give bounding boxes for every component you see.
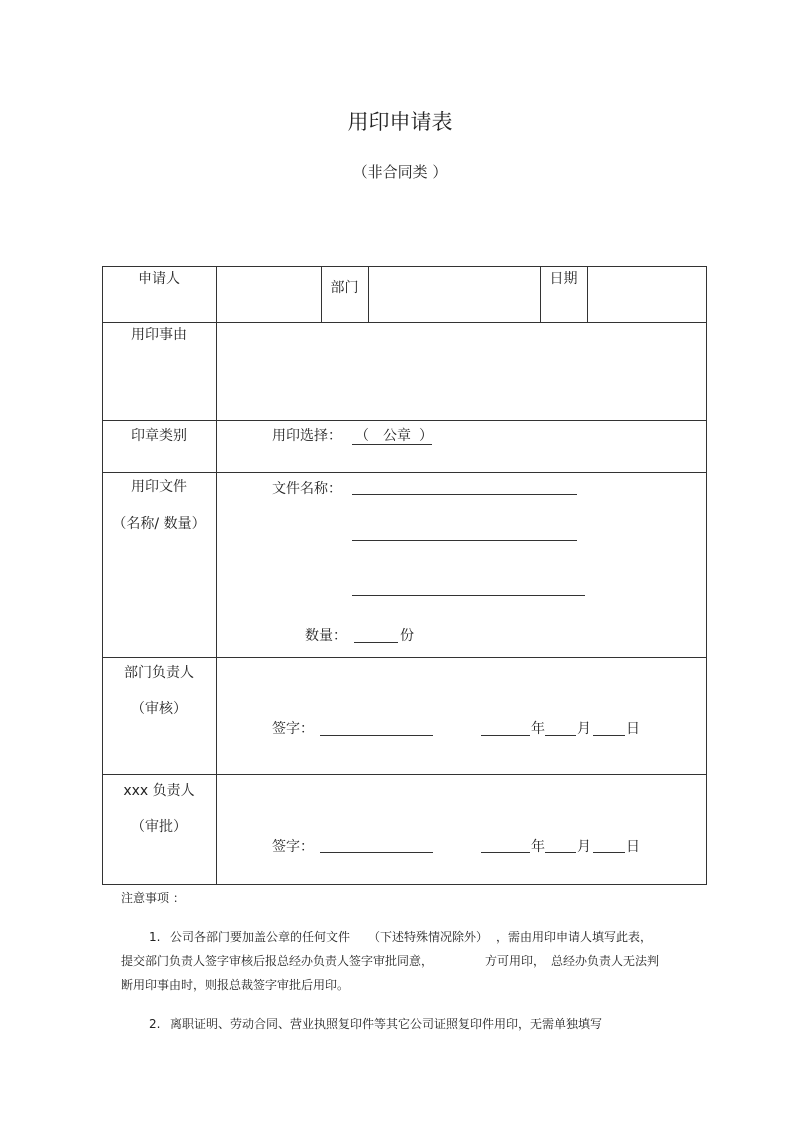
note-2-number: 2.	[149, 1017, 161, 1031]
note-1-number: 1.	[149, 930, 161, 944]
date-label: 日期	[549, 271, 578, 287]
xxx-head-sublabel: （审批）	[131, 819, 187, 835]
xxx-head-day-field[interactable]	[593, 852, 625, 853]
department-field[interactable]	[373, 270, 535, 316]
note-1-line-1-c: ，需由用印申请人填写此表，	[496, 930, 653, 944]
dept-head-year-label: 年	[531, 721, 545, 737]
xxx-head-sign-label: 签字：	[272, 839, 314, 855]
seal-choice-close-paren: ）	[419, 428, 433, 444]
note-1-line-2-b: 方可用印，	[485, 954, 546, 968]
document-name-label: 文件名称：	[272, 481, 342, 497]
xxx-head-year-field[interactable]	[481, 852, 530, 853]
table-row-divider	[102, 657, 706, 658]
applicant-field[interactable]	[224, 270, 316, 316]
document-name-line-1[interactable]	[352, 494, 577, 495]
dept-head-year-field[interactable]	[481, 735, 530, 736]
note-1-line-2-c: 总经办负责人无法判	[551, 954, 660, 968]
reason-field[interactable]	[222, 326, 702, 416]
seal-choice-underline	[352, 444, 432, 445]
table-column-divider	[587, 266, 588, 322]
dept-head-sublabel: （审核）	[131, 701, 187, 717]
quantity-unit: 份	[400, 628, 414, 644]
seal-choice-value: 公章	[383, 428, 411, 444]
table-border-top	[102, 266, 706, 267]
table-border-right	[706, 266, 707, 885]
note-1-line-3: 断用印事由时，则报总裁签字审批后用印。	[121, 978, 350, 992]
date-field[interactable]	[592, 270, 702, 316]
dept-head-sign-label: 签字：	[272, 721, 314, 737]
seal-choice-label: 用印选择：	[272, 428, 342, 444]
dept-head-label: 部门负责人	[124, 665, 194, 681]
document-name-line-2[interactable]	[352, 540, 577, 541]
dept-head-month-field[interactable]	[545, 735, 576, 736]
xxx-head-day-label: 日	[626, 839, 640, 855]
seal-choice-open-paren: （	[355, 428, 369, 444]
document-name-line-3[interactable]	[352, 595, 585, 596]
xxx-head-signature-field[interactable]	[320, 852, 433, 853]
page-title: 用印申请表	[347, 110, 453, 134]
table-border-bottom	[102, 884, 706, 885]
page-subtitle: （非合同类 ）	[352, 163, 448, 181]
note-1-line-1-a: 公司各部门要加盖公章的任何文件	[170, 930, 351, 944]
xxx-head-month-field[interactable]	[545, 852, 576, 853]
table-column-divider	[216, 266, 217, 885]
document-sublabel: （名称/ 数量）	[112, 516, 206, 532]
department-label: 部门	[330, 280, 359, 296]
dept-head-day-label: 日	[626, 721, 640, 737]
xxx-head-year-label: 年	[531, 839, 545, 855]
note-1-line-2-a: 提交部门负责人签字审核后报总经办负责人签字审批同意，	[121, 954, 434, 968]
table-row-divider	[102, 774, 706, 775]
dept-head-signature-field[interactable]	[320, 735, 433, 736]
table-row-divider	[102, 420, 706, 421]
dept-head-day-field[interactable]	[593, 735, 625, 736]
xxx-head-month-label: 月	[577, 839, 591, 855]
seal-type-label: 印章类别	[131, 428, 187, 444]
table-row-divider	[102, 472, 706, 473]
quantity-label: 数量：	[305, 628, 347, 644]
applicant-label: 申请人	[138, 271, 180, 287]
note-1-line-1-b: （下述特殊情况除外）	[368, 930, 489, 944]
notes-heading: 注意事项 ：	[121, 891, 185, 905]
table-column-divider	[368, 266, 369, 322]
xxx-head-label: xxx 负责人	[123, 783, 195, 799]
document-label: 用印文件	[131, 479, 187, 495]
note-2-text: 离职证明、劳动合同、营业执照复印件等其它公司证照复印件用印，无需单独填写	[170, 1017, 603, 1031]
quantity-field[interactable]	[354, 642, 398, 643]
table-row-divider	[102, 322, 706, 323]
dept-head-month-label: 月	[577, 721, 591, 737]
reason-label: 用印事由	[131, 327, 187, 343]
